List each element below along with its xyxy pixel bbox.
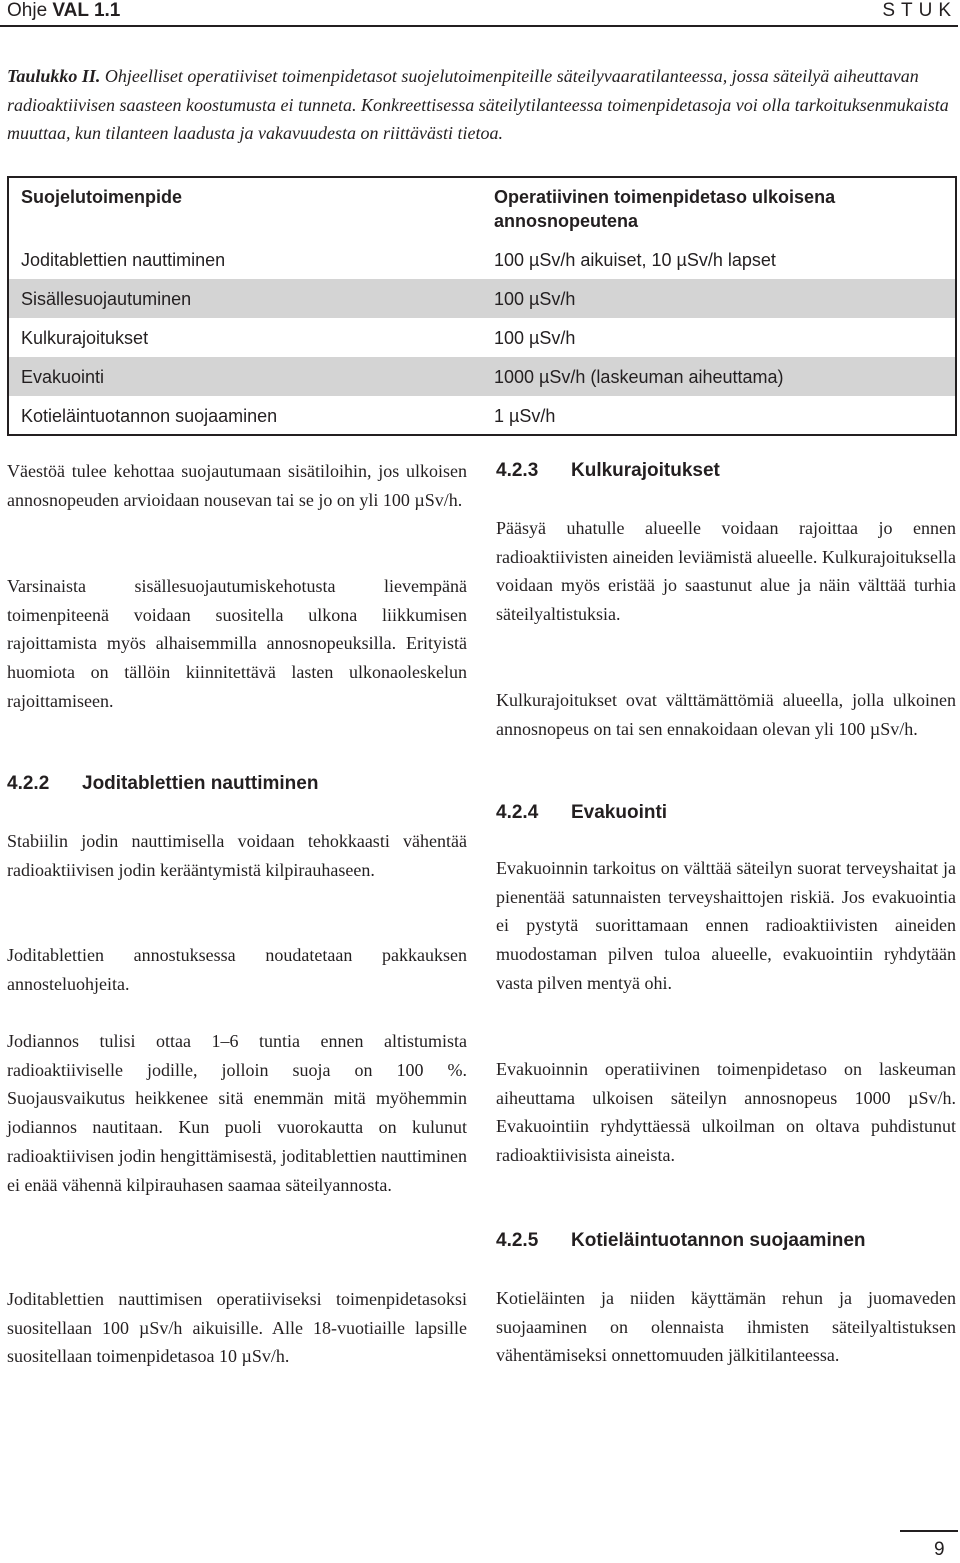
table-cell: Evakuointi <box>21 367 105 387</box>
table-cell: Kotieläintuotannon suojaaminen <box>21 406 278 426</box>
table-cell: Kulkurajoitukset <box>21 328 149 348</box>
paragraph: Joditablettien annostuksessa noudatetaan pakkauksen annosteluohjeita. <box>7 945 467 994</box>
paragraph: Joditablettien nauttimisen operatiiviseksi toimenpidetasoksi suositellaan 100 µSv/h aikuisille. Alle 18-vuotiaille lapsille suositellaan toimenpidetasoa 10 µSv/h. <box>7 1289 467 1367</box>
table-cell: Joditablettien nauttiminen <box>21 250 226 270</box>
footer-rule <box>900 1530 958 1532</box>
paragraph: Kulkurajoitukset ovat välttämättömiä alueella, jolla ulkoinen annosnopeus on tai sen ennakoidaan olevan yli 100 µSv/h. <box>496 690 956 739</box>
table-row <box>9 279 955 318</box>
table-cell: Sisällesuojautuminen <box>21 289 192 309</box>
table-row <box>9 318 955 357</box>
table-cell: 1 µSv/h <box>494 406 556 426</box>
page-header <box>7 0 957 24</box>
table-cell: 100 µSv/h aikuiset, 10 µSv/h lapset <box>494 250 776 270</box>
caption-text: Ohjeelliset operatiiviset toimenpidetasot suojelutoimenpiteille säteilyvaaratilanteessa, jossa säteilyä aiheuttavan radioaktiivisen saasteen koostumusta ei tunneta. Konkreettisessa säteilytilanteessa toimenpidetasoja voi olla tarkoituksenmukaista muuttaa, kun tilanteen laadusta ja vakavuudesta on riittävästi tietoa. <box>7 66 949 144</box>
paragraph: Kotieläinten ja niiden käyttämän rehun ja juomaveden suojaaminen on olennaista ihmisten säteilyaltistuksen vähentämiseksi onnettomuuden jälkitilanteessa. <box>496 1288 956 1366</box>
paragraph: Stabiilin jodin nauttimisella voidaan tehokkaasti vähentää radioaktiivisen jodin kerääntymistä kilpirauhaseen. <box>7 831 467 880</box>
section-heading: 4.2.4 Evakuointi <box>496 802 668 823</box>
table-row <box>9 396 955 434</box>
publisher-name: STUK <box>882 0 957 21</box>
header-rule <box>0 25 958 27</box>
table-caption <box>7 62 957 148</box>
table-row <box>9 240 955 279</box>
section-heading: 4.2.3 Kulkurajoitukset <box>496 460 720 481</box>
table-header-row <box>9 178 955 240</box>
column-header-action: Suojelutoimenpide <box>21 187 183 207</box>
table-cell: 1000 µSv/h (laskeuman aiheuttama) <box>494 367 784 387</box>
paragraph: Pääsyä uhatulle alueelle voidaan rajoittaa jo ennen radioaktiivisten aineiden leviämistä alueelle. Kulkurajoituksella voidaan myös eristää jo saastunut alue ja näin välttää turhia säteilyaltistuksia. <box>496 518 956 625</box>
page-number: 9 <box>934 1539 945 1560</box>
table-cell: 100 µSv/h <box>494 289 576 309</box>
caption-label: Taulukko II. <box>7 66 101 86</box>
paragraph: Evakuoinnin operatiivinen toimenpidetaso on laskeuman aiheuttama ulkoisen säteilyn annosnopeus 1000 µSv/h. Evakuointiin ryhdyttäessä ulkoilman on oltava puhdistunut radioaktiivisista aineista. <box>496 1059 956 1166</box>
document-id: Ohje VAL 1.1 <box>7 0 121 21</box>
table-row <box>9 357 955 396</box>
section-heading: 4.2.5 Kotieläintuotannon suojaaminen <box>496 1230 866 1251</box>
paragraph: Jodiannos tulisi ottaa 1–6 tuntia ennen altistumista radioaktiiviselle jodille, jolloin suoja on 100 %. Suojausvaikutus heikkenee sitä enemmän mitä myöhemmin jodiannos nautitaan. Kun puoli vuorokautta on kulunut radioaktiivisen jodin hengittämisestä, joditablettien nauttiminen ei enää vähennä kilpirauhasen saamaa säteilyannosta. <box>7 1031 467 1195</box>
section-heading: 4.2.2 Joditablettien nauttiminen <box>7 773 319 794</box>
column-header-level: Operatiivinen toimenpidetaso ulkoisena annosnopeutena <box>494 187 836 231</box>
paragraph: Väestöä tulee kehottaa suojautumaan sisätiloihin, jos ulkoisen annosnopeuden arvioidaan nousevan tai se jo on yli 100 µSv/h. <box>7 461 467 510</box>
table-cell: 100 µSv/h <box>494 328 576 348</box>
action-level-table <box>7 176 957 436</box>
paragraph: Evakuoinnin tarkoitus on välttää säteilyn suorat terveyshaitat ja pienentää satunnaisten terveyshaittojen riskiä. Jos evakuointia ei pystytä suorittamaan ennen radioaktiivisten aineiden muodostaman pilven tuloa alueelle, evakuointiin ryhdytään vasta pilven mentyä ohi. <box>496 858 956 993</box>
paragraph: Varsinaista sisällesuojautumiskehotusta lievempänä toimenpiteenä voidaan suositella ulkona liikkumisen rajoittamista myös alhaisemmilla annosnopeuksilla. Erityistä huomiota on tällöin kiinnitettävä lasten ulkonaoleskelun rajoittamiseen. <box>7 576 467 711</box>
